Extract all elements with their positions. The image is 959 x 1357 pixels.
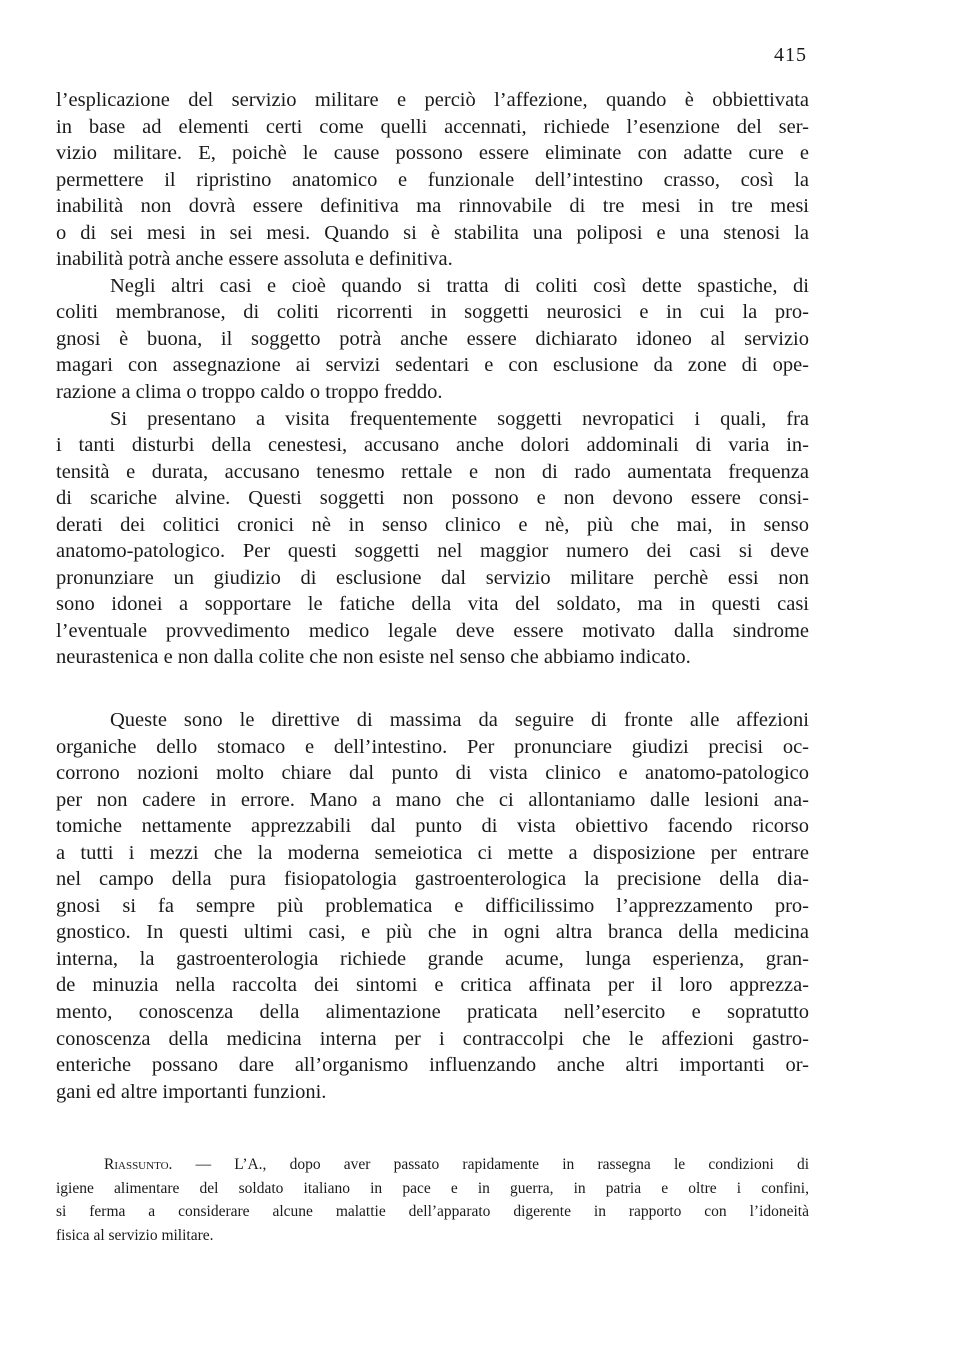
text-line: mento, conoscenza della alimentazione praticata nell’esercito e sopratutto <box>56 1001 809 1024</box>
text-line: anatomo-patologico. Per questi soggetti nel maggior numero dei casi si deve <box>56 540 809 563</box>
summary-block <box>56 1153 809 1247</box>
text-line: organiche dello stomaco e dell’intestino. Per pronunciare giudizi precisi oc- <box>56 735 809 758</box>
text-line: magari con assegnazione ai servizi sedentari e con esclusione da zone di ope- <box>56 354 809 377</box>
text-line: interna, la gastroenterologia richiede grande acume, lunga esperienza, gran- <box>56 947 809 970</box>
text-line: igiene alimentare del soldato italiano in pace e in guerra, in patria e oltre i confini, <box>56 1179 809 1197</box>
summary-first-line <box>56 1153 809 1177</box>
text-line: a tutti i mezzi che la moderna semeiotica ci mette a disposizione per entrare <box>56 841 809 864</box>
text-line: gnosi si fa sempre più problematica e difficilissimo l’apprezzamento pro- <box>56 894 809 917</box>
text-line: sono idonei a sopportare le fatiche della vita del soldato, ma in questi casi <box>56 593 809 616</box>
text-line: i tanti disturbi della cenestesi, accusano anche dolori addominali di varia in- <box>56 434 809 457</box>
text-line: in base ad elementi certi come quelli accennati, richiede l’esenzione del ser- <box>56 115 809 138</box>
text-line: per non cadere in errore. Mano a mano che ci allontaniamo dalle lesioni ana- <box>56 788 809 811</box>
text-line: coliti membranose, di coliti ricorrenti in soggetti neurosici e in cui la pro- <box>56 301 809 324</box>
text-line: inabilità non dovrà essere definitiva ma rinnovabile di tre mesi in tre mesi <box>56 195 809 218</box>
text-line: Negli altri casi e cioè quando si tratta di coliti così dette spastiche, di <box>110 274 809 297</box>
body-text-block-1 <box>56 87 809 671</box>
text-line: fisica al servizio militare. <box>56 1226 214 1244</box>
text-line: enteriche possano dare all’organismo influenzando anche altri importanti or- <box>56 1054 809 1077</box>
text-line: l’esplicazione del servizio militare e perciò l’affezione, quando è obbiettivata <box>56 89 809 111</box>
text-line: derati dei colitici cronici nè in senso clinico e nè, più che mai, in senso <box>56 513 809 536</box>
text-line: si ferma a considerare alcune malattie dell’apparato digerente in rapporto con l’idoneità <box>56 1203 809 1220</box>
text-line: vizio militare. E, poichè le cause possono essere eliminate con adatte cure e <box>56 142 809 165</box>
text-line: de minuzia nella raccolta dei sintomi e critica affinata per il loro apprezza- <box>56 974 809 997</box>
text-line: gani ed altre importanti funzioni. <box>56 1080 327 1103</box>
summary-label: Riassunto. <box>104 1156 173 1173</box>
text-line: l’eventuale provvedimento medico legale deve essere motivato dalla sindrome <box>56 619 809 642</box>
text-line: di scariche alvine. Questi soggetti non possono e non devono essere consi- <box>56 487 809 510</box>
text-line: pronunziare un giudizio di esclusione dal servizio militare perchè essi non <box>56 566 809 589</box>
text-line: corrono nozioni molto chiare dal punto di vista clinico e anatomo-patologico <box>56 762 809 785</box>
text-line: Queste sono le direttive di massima da seguire di fronte alle affezioni <box>110 709 809 731</box>
text-line: tomiche nettamente apprezzabili dal punto di vista obiettivo facendo ricorso <box>56 815 809 838</box>
text-line: neurastenica e non dalla colite che non esiste nel senso che abbiamo indicato. <box>56 646 691 669</box>
text-line: tensità e durata, accusano tenesmo rettale e non di rado aumentata frequenza <box>56 460 809 483</box>
text-line: permettere il ripristino anatomico e funzionale dell’intestino crasso, così la <box>56 168 809 191</box>
body-text-block-2 <box>56 707 809 1105</box>
text-line: gnosi è buona, il soggetto potrà anche essere dichiarato idoneo al servizio <box>56 327 809 350</box>
page-number: 415 <box>774 44 807 66</box>
text-line: razione a clima o troppo caldo o troppo freddo. <box>56 381 443 404</box>
text-line: gnostico. In questi ultimi casi, e più che in ogni altra branca della medicina <box>56 921 809 944</box>
text-line: inabilità potrà anche essere assoluta e definitiva. <box>56 248 453 271</box>
text-line: nel campo della pura fisiopatologia gastroenterologica la precisione della dia- <box>56 868 809 891</box>
text-line: Si presentano a visita frequentemente soggetti nevropatici i quali, fra <box>110 407 809 430</box>
summary-first-line-text: — L’A., dopo aver passato rapidamente in rassegna le condizioni di <box>195 1156 809 1173</box>
text-line: conoscenza della medicina interna per i contraccolpi che le affezioni gastro- <box>56 1027 809 1050</box>
text-line: o di sei mesi in sei mesi. Quando si è stabilita una poliposi e una stenosi la <box>56 221 809 244</box>
